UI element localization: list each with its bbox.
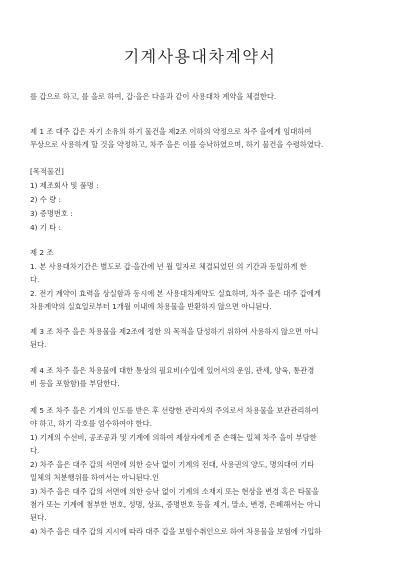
article-3-line-1: 제 3 조 차주 을은 차용물을 제2조에 정한 의 목적을 달성하기 위하여 사용하지 않으면 아니 [30,327,319,336]
article-5-line-6: 일체의 처분행위를 하여서는 아니된다.인 [30,473,160,482]
object-item-3: 3) 증명번호 : [30,209,73,218]
article-5-line-4: 다. [30,446,40,455]
article-5-line-2: 야 하고, 하기 각호를 엄수하여야 한다. [30,419,152,428]
article-5-line-1: 제 5 조 차주 을은 기계의 인도를 받은 후 선량한 관리자의 주의로서 차용물을 보관관리하여 [30,406,319,415]
article-5-line-5: 2) 차주 을은 대주 갑의 서면에 의한 승낙 없이 기계의 전대, 사용권의 양도, 명의대여 기타 [30,460,315,469]
article-5-line-3: 1) 기계의 수선비, 공조공과 및 기계에 의하여 제삼자에게 준 손해는 일체 차주 을이 부담한 [30,433,317,442]
article-4-line-2: 비 등을 포함함)를 부담한다. [30,379,120,388]
article-5-line-8: 첨가 또는 기계에 첨부한 번호, 성명, 상표, 증명번호 등을 제거, 말소, 변경, 은폐해서는 아니 [30,500,321,509]
object-item-4: 4) 기 타 : [30,223,62,232]
object-item-1: 1) 제조회사 및 품명 : [30,181,99,190]
article-2-line-2: 다. [30,275,40,284]
article-2-line-1: 1. 본 사용대차기간은 별도로 갑·을간에 년 월 일자로 체결되었던 의 기간과 동일하게 한 [30,262,307,271]
article-3-line-2: 된다. [30,340,47,349]
article-2-line-4: 차용계약의 실효일로부터 1개월 이내에 차용물을 반환하지 않으면 아니된다. [30,302,272,311]
article-5-line-10: 4) 차주 을은 대주 갑의 지시에 따라 대주 갑을 보험수취인으로 하여 차용물을 보험에 가입하 [30,527,322,536]
article-2-line-3: 2. 전기 계약이 효력을 상실함과 동시에 본 사용대차계약도 실효하며, 차주 을은 대주 갑에게 [30,289,321,298]
article-5-line-7: 3) 차주 을은 대주 갑의 서면에 의한 승낙 없이 기계의 소재지 또는 현상을 변경 혹은 타물을 [30,487,319,496]
document-title: 기계사용대차계약서 [123,47,277,66]
intro-line: 를 갑으로 하고, 를 을로 하여, 갑·을은 다음과 같이 사용대차 계약을 체결한다. [30,92,277,101]
object-heading: [목적물건] [30,167,64,176]
article-5-line-9: 된다. [30,513,47,522]
article-4-line-1: 제 4 조 차주 을은 차용물에 대한 통상의 필요비(수입에 있어서의 운임, 관세, 양육, 통관경 [30,366,315,375]
object-item-2: 2) 수 량 : [30,195,62,204]
article-1-line-1: 제 1 조 대주 갑은 자기 소유의 하기 물건을 제2조 이하의 약정으로 차주 을에게 임대하여 [30,127,312,136]
article-2-heading: 제 2 조 [30,248,54,257]
article-1-line-2: 무상으로 사용하게 할 것을 약정하고, 차주 을은 이를 승낙하였으며, 하기 물건을 수령하였다. [30,140,324,149]
